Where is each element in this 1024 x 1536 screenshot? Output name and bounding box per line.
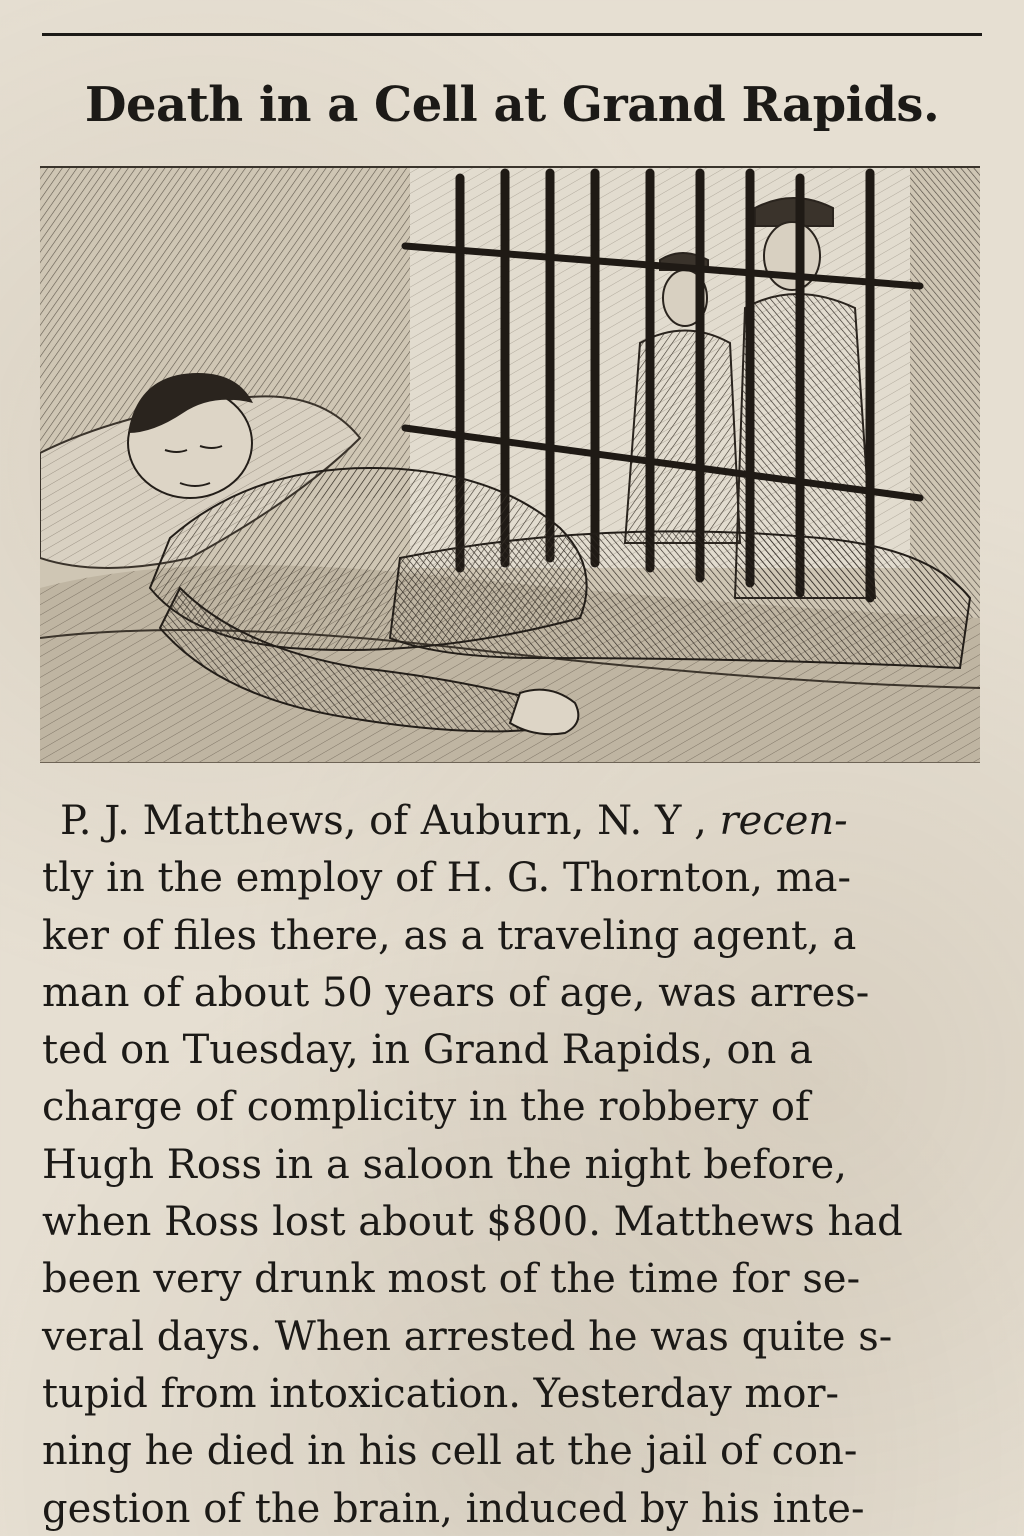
article-line: gestion of the brain, induced by his inte- xyxy=(42,1485,865,1532)
article-line: ted on Tuesday, in Grand Rapids, on a xyxy=(42,1027,813,1074)
headline: Death in a Cell at Grand Rapids. xyxy=(84,77,940,133)
article-line: tly in the employ of H. G. Thornton, ma- xyxy=(42,855,851,902)
article-line: veral days. When arrested he was quite s- xyxy=(42,1313,893,1360)
article-line: man of about 50 years of age, was arres- xyxy=(42,969,870,1016)
article-line: Hugh Ross in a saloon the night before, xyxy=(42,1141,847,1188)
article-line: ker of files there, as a traveling agent, a xyxy=(42,912,857,959)
article-line: been very drunk most of the time for se- xyxy=(42,1256,861,1303)
article-line: when Ross lost about $800. Matthews had xyxy=(42,1199,903,1246)
article-line: charge of complicity in the robbery of xyxy=(42,1084,810,1131)
article-line-text: P. J. Matthews, of Auburn, N. Y , xyxy=(60,798,707,844)
article-line xyxy=(42,793,992,850)
article-line: ning he died in his cell at the jail of con- xyxy=(42,1428,858,1475)
illustration-jail-cell xyxy=(40,166,980,763)
article-line: tupid from intoxication. Yesterday mor- xyxy=(42,1370,840,1417)
top-rule xyxy=(42,33,982,36)
engraving xyxy=(40,168,980,762)
article-line-italic: recen- xyxy=(719,798,848,844)
article-body xyxy=(42,793,992,1536)
